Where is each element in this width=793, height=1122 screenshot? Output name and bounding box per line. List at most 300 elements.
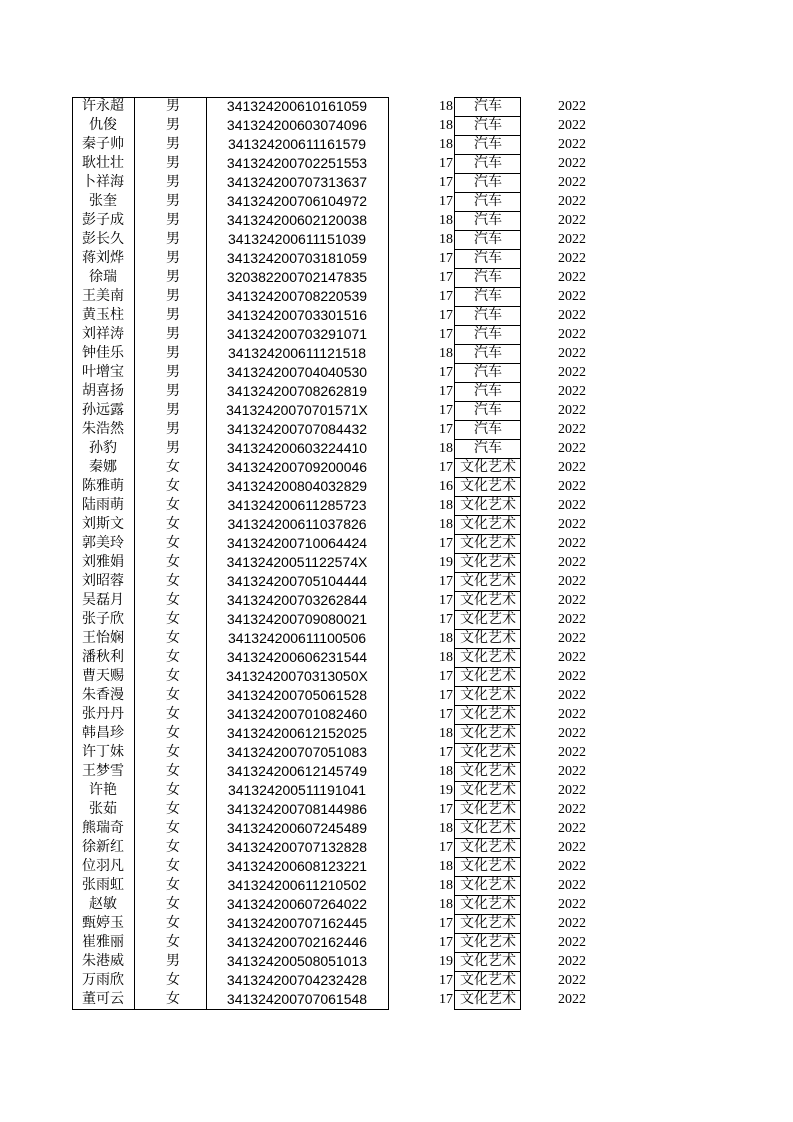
- enrollment-year: 2022: [558, 992, 586, 1007]
- enrollment-year: 2022: [558, 517, 586, 532]
- grid-line-vertical: [388, 97, 389, 1010]
- student-gender: 女: [166, 820, 180, 836]
- grid-line-horizontal: [454, 572, 521, 573]
- grid-line-horizontal: [454, 154, 521, 155]
- enrollment-year: 2022: [558, 631, 586, 646]
- student-major: 汽车: [474, 250, 502, 266]
- student-id-number: 341324200708144986: [226, 801, 368, 817]
- enrollment-year: 2022: [558, 270, 586, 285]
- student-id-number: 341324200602120038: [226, 212, 368, 228]
- student-id-number: 341324200804032829: [226, 478, 368, 494]
- student-gender: 男: [166, 288, 180, 304]
- student-gender: 女: [166, 896, 180, 912]
- student-age: 18: [439, 897, 453, 912]
- student-age: 19: [439, 783, 453, 798]
- student-gender: 女: [166, 668, 180, 684]
- student-id-number: 341324200708220539: [226, 288, 368, 304]
- student-name: 秦娜: [89, 459, 117, 475]
- student-id-number: 341324200508051013: [226, 953, 368, 969]
- student-major: 汽车: [474, 193, 502, 209]
- student-age: 17: [439, 973, 453, 988]
- student-age: 16: [439, 479, 453, 494]
- student-major: 汽车: [474, 231, 502, 247]
- student-major: 文化艺术: [460, 592, 516, 608]
- enrollment-year: 2022: [558, 498, 586, 513]
- student-major: 文化艺术: [460, 820, 516, 836]
- enrollment-year: 2022: [558, 555, 586, 570]
- student-gender: 女: [166, 706, 180, 722]
- student-id-number: 341324200611100506: [227, 630, 367, 646]
- student-name: 董可云: [82, 991, 124, 1007]
- student-gender: 男: [166, 212, 180, 228]
- enrollment-year: 2022: [558, 308, 586, 323]
- grid-line-horizontal: [454, 135, 521, 136]
- grid-line-horizontal: [454, 363, 521, 364]
- student-gender: 女: [166, 934, 180, 950]
- student-name: 彭长久: [82, 231, 124, 247]
- student-age: 18: [439, 346, 453, 361]
- grid-line-horizontal: [454, 933, 521, 934]
- student-id-number: 341324200611161579: [227, 136, 367, 152]
- student-gender: 男: [166, 364, 180, 380]
- enrollment-year: 2022: [558, 688, 586, 703]
- grid-line-horizontal: [454, 857, 521, 858]
- student-gender: 女: [166, 478, 180, 494]
- student-major: 汽车: [474, 269, 502, 285]
- student-age: 18: [439, 650, 453, 665]
- student-age: 17: [439, 707, 453, 722]
- student-gender: 女: [166, 763, 180, 779]
- enrollment-year: 2022: [558, 365, 586, 380]
- grid-line-horizontal: [454, 952, 521, 953]
- grid-line-horizontal: [454, 724, 521, 725]
- student-major: 文化艺术: [460, 554, 516, 570]
- grid-line-horizontal: [454, 781, 521, 782]
- student-gender: 女: [166, 497, 180, 513]
- student-name: 陆雨萌: [82, 497, 124, 513]
- student-name: 徐瑞: [89, 269, 117, 285]
- enrollment-year: 2022: [558, 897, 586, 912]
- student-gender: 男: [166, 269, 180, 285]
- enrollment-year: 2022: [558, 536, 586, 551]
- student-id-number: 341324200702162446: [226, 934, 368, 950]
- student-major: 文化艺术: [460, 478, 516, 494]
- enrollment-year: 2022: [558, 156, 586, 171]
- grid-line-horizontal: [454, 211, 521, 212]
- student-name: 刘祥涛: [82, 326, 124, 342]
- student-name: 胡喜扬: [82, 383, 124, 399]
- grid-line-horizontal: [454, 667, 521, 668]
- grid-line-horizontal: [72, 97, 389, 98]
- grid-line-horizontal: [454, 268, 521, 269]
- grid-line-horizontal: [454, 458, 521, 459]
- student-gender: 女: [166, 592, 180, 608]
- enrollment-year: 2022: [558, 726, 586, 741]
- student-name: 熊瑞奇: [82, 820, 124, 836]
- grid-line-horizontal: [454, 990, 521, 991]
- student-gender: 男: [166, 155, 180, 171]
- student-age: 18: [439, 878, 453, 893]
- enrollment-year: 2022: [558, 422, 586, 437]
- student-id-number: 320382200702147835: [226, 269, 368, 285]
- student-gender: 男: [166, 953, 180, 969]
- student-name: 许丁妹: [82, 744, 124, 760]
- student-id-number: 341324200611037826: [227, 516, 367, 532]
- student-gender: 女: [166, 649, 180, 665]
- student-age: 17: [439, 612, 453, 627]
- student-gender: 女: [166, 991, 180, 1007]
- student-name: 刘斯文: [82, 516, 124, 532]
- student-name: 黄玉柱: [82, 307, 124, 323]
- grid-line-horizontal: [454, 420, 521, 421]
- student-age: 18: [439, 441, 453, 456]
- grid-line-horizontal: [454, 553, 521, 554]
- student-major: 文化艺术: [460, 763, 516, 779]
- student-id-number: 341324200707051083: [226, 744, 368, 760]
- student-major: 文化艺术: [460, 877, 516, 893]
- enrollment-year: 2022: [558, 707, 586, 722]
- enrollment-year: 2022: [558, 232, 586, 247]
- student-major: 文化艺术: [460, 535, 516, 551]
- grid-line-horizontal: [454, 895, 521, 896]
- grid-line-horizontal: [454, 173, 521, 174]
- student-major: 文化艺术: [460, 459, 516, 475]
- grid-line-horizontal: [454, 401, 521, 402]
- student-major: 文化艺术: [460, 858, 516, 874]
- student-age: 18: [439, 764, 453, 779]
- grid-line-horizontal: [454, 686, 521, 687]
- student-gender: 女: [166, 782, 180, 798]
- student-major: 文化艺术: [460, 744, 516, 760]
- student-major: 汽车: [474, 421, 502, 437]
- student-id-number: 341324200511191041: [227, 782, 367, 798]
- student-major: 汽车: [474, 98, 502, 114]
- student-name: 刘昭蓉: [82, 573, 124, 589]
- student-age: 17: [439, 935, 453, 950]
- student-id-number: 341324200611151039: [227, 231, 367, 247]
- grid-line-horizontal: [454, 648, 521, 649]
- student-gender: 男: [166, 383, 180, 399]
- student-id-number: 341324200607245489: [226, 820, 368, 836]
- student-name: 徐新红: [82, 839, 124, 855]
- grid-line-horizontal: [72, 1009, 389, 1010]
- student-id-number: 341324200701082460: [226, 706, 368, 722]
- student-age: 17: [439, 384, 453, 399]
- student-major: 汽车: [474, 345, 502, 361]
- student-name: 孙豹: [89, 440, 117, 456]
- grid-line-horizontal: [454, 705, 521, 706]
- student-age: 17: [439, 840, 453, 855]
- enrollment-year: 2022: [558, 783, 586, 798]
- enrollment-year: 2022: [558, 878, 586, 893]
- student-id-number: 341324200704040530: [226, 364, 368, 380]
- student-age: 19: [439, 555, 453, 570]
- student-gender: 男: [166, 117, 180, 133]
- student-major: 文化艺术: [460, 497, 516, 513]
- enrollment-year: 2022: [558, 935, 586, 950]
- student-gender: 男: [166, 193, 180, 209]
- student-gender: 男: [166, 440, 180, 456]
- student-major: 文化艺术: [460, 573, 516, 589]
- student-name: 刘雅娟: [82, 554, 124, 570]
- student-age: 18: [439, 99, 453, 114]
- student-id-number: 341324200611285723: [227, 497, 367, 513]
- student-name: 钟佳乐: [82, 345, 124, 361]
- student-major: 文化艺术: [460, 972, 516, 988]
- student-major: 文化艺术: [460, 630, 516, 646]
- student-age: 17: [439, 574, 453, 589]
- student-gender: 男: [166, 307, 180, 323]
- student-major: 文化艺术: [460, 725, 516, 741]
- enrollment-year: 2022: [558, 384, 586, 399]
- student-id-number: 34132420070701571X: [226, 402, 368, 418]
- student-id-number: 341324200702251553: [226, 155, 368, 171]
- grid-line-horizontal: [454, 287, 521, 288]
- student-major: 汽车: [474, 326, 502, 342]
- student-gender: 女: [166, 725, 180, 741]
- grid-line-horizontal: [454, 515, 521, 516]
- student-gender: 女: [166, 915, 180, 931]
- enrollment-year: 2022: [558, 954, 586, 969]
- enrollment-year: 2022: [558, 612, 586, 627]
- student-name: 叶增宝: [82, 364, 124, 380]
- student-age: 18: [439, 859, 453, 874]
- student-gender: 男: [166, 421, 180, 437]
- enrollment-year: 2022: [558, 916, 586, 931]
- student-age: 17: [439, 365, 453, 380]
- student-name: 崔雅丽: [82, 934, 124, 950]
- grid-line-horizontal: [454, 439, 521, 440]
- student-name: 王美南: [82, 288, 124, 304]
- enrollment-year: 2022: [558, 764, 586, 779]
- student-name: 吴磊月: [82, 592, 124, 608]
- student-gender: 女: [166, 459, 180, 475]
- student-major: 汽车: [474, 307, 502, 323]
- student-name: 张茹: [89, 801, 117, 817]
- student-age: 18: [439, 498, 453, 513]
- student-major: 汽车: [474, 288, 502, 304]
- grid-line-horizontal: [454, 249, 521, 250]
- student-major: 汽车: [474, 174, 502, 190]
- student-name: 张雨虹: [82, 877, 124, 893]
- student-major: 汽车: [474, 364, 502, 380]
- enrollment-year: 2022: [558, 745, 586, 760]
- student-gender: 男: [166, 98, 180, 114]
- student-id-number: 341324200709080021: [226, 611, 368, 627]
- student-name: 张子欣: [82, 611, 124, 627]
- student-id-number: 341324200612145749: [226, 763, 368, 779]
- student-id-number: 341324200707061548: [226, 991, 368, 1007]
- grid-line-vertical: [206, 97, 207, 1010]
- student-age: 17: [439, 422, 453, 437]
- student-id-number: 341324200707162445: [226, 915, 368, 931]
- enrollment-year: 2022: [558, 441, 586, 456]
- student-major: 汽车: [474, 136, 502, 152]
- student-id-number: 341324200708262819: [226, 383, 368, 399]
- student-id-number: 341324200707132828: [226, 839, 368, 855]
- grid-line-horizontal: [454, 534, 521, 535]
- student-name: 位羽凡: [82, 858, 124, 874]
- student-age: 18: [439, 118, 453, 133]
- student-age: 19: [439, 954, 453, 969]
- student-age: 18: [439, 137, 453, 152]
- grid-line-horizontal: [454, 192, 521, 193]
- student-major: 文化艺术: [460, 611, 516, 627]
- student-major: 文化艺术: [460, 953, 516, 969]
- student-name: 张奎: [89, 193, 117, 209]
- student-gender: 女: [166, 535, 180, 551]
- student-id-number: 341324200703291071: [226, 326, 368, 342]
- student-major: 文化艺术: [460, 668, 516, 684]
- grid-line-vertical: [134, 97, 135, 1010]
- student-age: 17: [439, 308, 453, 323]
- student-age: 17: [439, 669, 453, 684]
- enrollment-year: 2022: [558, 137, 586, 152]
- student-major: 文化艺术: [460, 516, 516, 532]
- student-id-number: 341324200611121518: [227, 345, 367, 361]
- student-major: 文化艺术: [460, 915, 516, 931]
- student-gender: 男: [166, 250, 180, 266]
- student-name: 陈雅萌: [82, 478, 124, 494]
- student-age: 17: [439, 175, 453, 190]
- enrollment-year: 2022: [558, 175, 586, 190]
- enrollment-year: 2022: [558, 479, 586, 494]
- student-age: 17: [439, 289, 453, 304]
- enrollment-year: 2022: [558, 99, 586, 114]
- student-id-number: 34132420070313050X: [226, 668, 368, 684]
- student-id-number: 341324200703181059: [226, 250, 368, 266]
- student-age: 17: [439, 802, 453, 817]
- student-id-number: 341324200707313637: [226, 174, 368, 190]
- student-age: 18: [439, 213, 453, 228]
- grid-line-horizontal: [454, 914, 521, 915]
- grid-line-horizontal: [454, 591, 521, 592]
- student-age: 17: [439, 745, 453, 760]
- student-gender: 女: [166, 744, 180, 760]
- student-gender: 女: [166, 554, 180, 570]
- grid-line-horizontal: [454, 306, 521, 307]
- grid-line-horizontal: [454, 116, 521, 117]
- grid-line-horizontal: [454, 1009, 521, 1010]
- student-gender: 女: [166, 630, 180, 646]
- student-id-number: 341324200707084432: [226, 421, 368, 437]
- student-age: 17: [439, 992, 453, 1007]
- enrollment-year: 2022: [558, 289, 586, 304]
- student-name: 秦子帅: [82, 136, 124, 152]
- student-name: 仇俊: [89, 117, 117, 133]
- student-id-number: 341324200704232428: [226, 972, 368, 988]
- student-name: 朱浩然: [82, 421, 124, 437]
- student-age: 17: [439, 460, 453, 475]
- enrollment-year: 2022: [558, 346, 586, 361]
- enrollment-year: 2022: [558, 194, 586, 209]
- student-major: 文化艺术: [460, 687, 516, 703]
- student-name: 甄婷玉: [82, 915, 124, 931]
- grid-line-horizontal: [454, 344, 521, 345]
- student-id-number: 341324200709200046: [226, 459, 368, 475]
- student-age: 17: [439, 327, 453, 342]
- student-gender: 男: [166, 326, 180, 342]
- student-age: 17: [439, 403, 453, 418]
- student-major: 汽车: [474, 117, 502, 133]
- student-major: 文化艺术: [460, 839, 516, 855]
- student-id-number: 341324200710064424: [226, 535, 368, 551]
- grid-line-horizontal: [454, 496, 521, 497]
- grid-line-horizontal: [454, 629, 521, 630]
- student-major: 汽车: [474, 440, 502, 456]
- grid-line-horizontal: [454, 876, 521, 877]
- student-gender: 女: [166, 611, 180, 627]
- student-name: 赵敏: [89, 896, 117, 912]
- student-name: 王梦雪: [82, 763, 124, 779]
- student-name: 卜祥海: [82, 174, 124, 190]
- student-age: 17: [439, 916, 453, 931]
- student-age: 18: [439, 232, 453, 247]
- enrollment-year: 2022: [558, 460, 586, 475]
- student-age: 18: [439, 517, 453, 532]
- student-gender: 女: [166, 877, 180, 893]
- grid-line-horizontal: [454, 477, 521, 478]
- grid-line-horizontal: [454, 971, 521, 972]
- grid-line-horizontal: [454, 97, 521, 98]
- student-id-number: 341324200607264022: [226, 896, 368, 912]
- enrollment-year: 2022: [558, 859, 586, 874]
- student-major: 文化艺术: [460, 991, 516, 1007]
- student-age: 17: [439, 270, 453, 285]
- grid-line-horizontal: [454, 800, 521, 801]
- student-gender: 女: [166, 573, 180, 589]
- student-id-number: 341324200612152025: [226, 725, 368, 741]
- student-name: 张丹丹: [82, 706, 124, 722]
- student-id-number: 341324200705061528: [226, 687, 368, 703]
- student-id-number: 34132420051122574X: [226, 554, 368, 570]
- student-name: 韩昌珍: [82, 725, 124, 741]
- enrollment-year: 2022: [558, 118, 586, 133]
- student-major: 文化艺术: [460, 649, 516, 665]
- student-name: 耿壮壮: [82, 155, 124, 171]
- student-name: 朱香漫: [82, 687, 124, 703]
- enrollment-year: 2022: [558, 403, 586, 418]
- student-major: 文化艺术: [460, 801, 516, 817]
- student-id-number: 341324200606231544: [226, 649, 368, 665]
- grid-line-horizontal: [454, 230, 521, 231]
- student-name: 万雨欣: [82, 972, 124, 988]
- grid-line-horizontal: [454, 819, 521, 820]
- enrollment-year: 2022: [558, 821, 586, 836]
- student-gender: 女: [166, 839, 180, 855]
- student-gender: 女: [166, 687, 180, 703]
- student-age: 17: [439, 688, 453, 703]
- grid-line-horizontal: [454, 382, 521, 383]
- student-major: 汽车: [474, 402, 502, 418]
- student-gender: 男: [166, 231, 180, 247]
- student-gender: 男: [166, 402, 180, 418]
- student-gender: 男: [166, 345, 180, 361]
- student-id-number: 341324200608123221: [226, 858, 368, 874]
- enrollment-year: 2022: [558, 650, 586, 665]
- student-gender: 男: [166, 136, 180, 152]
- student-age: 17: [439, 593, 453, 608]
- student-gender: 女: [166, 972, 180, 988]
- student-major: 文化艺术: [460, 896, 516, 912]
- student-name: 曹天赐: [82, 668, 124, 684]
- student-major: 汽车: [474, 155, 502, 171]
- enrollment-year: 2022: [558, 593, 586, 608]
- student-id-number: 341324200705104444: [226, 573, 368, 589]
- student-gender: 女: [166, 516, 180, 532]
- student-name: 王怡娴: [82, 630, 124, 646]
- student-name: 蒋刘烨: [82, 250, 124, 266]
